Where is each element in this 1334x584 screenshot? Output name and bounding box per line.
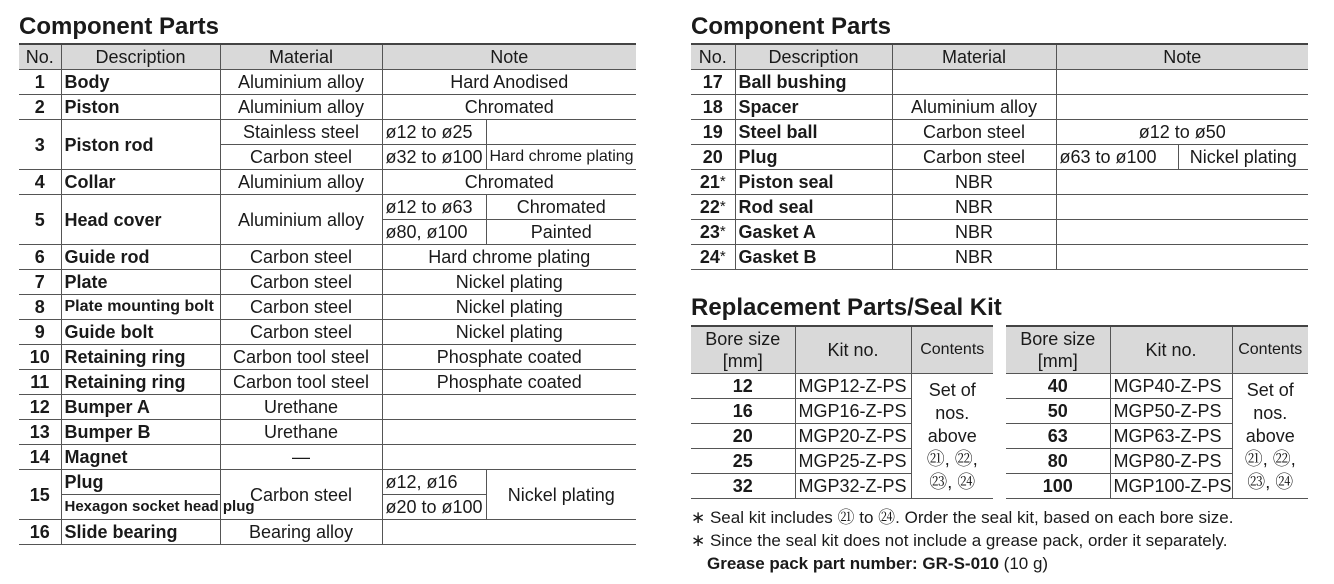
kit-no: MGP12-Z-PS [795,374,911,399]
kit-no: MGP16-Z-PS [795,399,911,424]
part-no: 22* [691,195,735,220]
table-row [691,120,1308,145]
bore-size: 100 [1006,474,1110,499]
part-material: Carbon steel [220,320,382,345]
grease-pack-part-number: Grease pack part number: GR-S-010 [707,554,999,573]
part-size-range: ø80, ø100 [382,220,486,245]
part-note: Nickel plating [382,295,636,320]
part-note [1056,245,1308,270]
part-material: Bearing alloy [220,520,382,545]
right-section-title: Component Parts [691,13,892,40]
part-material: Stainless steel [220,120,382,145]
part-description: Piston [61,95,220,120]
part-material: Aluminium alloy [220,95,382,120]
header-kit-no: Kit no. [795,326,911,374]
bore-size: 32 [691,474,795,499]
header-note: Note [382,44,636,70]
part-no: 19 [691,120,735,145]
part-note [382,445,636,470]
table-row [19,95,636,120]
part-no: 2 [19,95,61,120]
seal-kit-table-left [691,325,993,499]
part-size-range: ø32 to ø100 [382,145,486,170]
table-row [19,370,636,395]
header-bore-size: Bore size [mm] [691,326,795,374]
part-note [1056,95,1308,120]
part-material: NBR [892,170,1056,195]
part-description: Gasket B [735,245,892,270]
part-note [486,120,636,145]
seal-kit-title: Replacement Parts/Seal Kit [691,294,1002,321]
part-note [382,395,636,420]
part-note: Hard chrome plating [486,145,636,170]
table-row [691,145,1308,170]
part-material: Carbon steel [220,295,382,320]
kit-no: MGP20-Z-PS [795,424,911,449]
part-note: Hard Anodised [382,70,636,95]
part-description: Rod seal [735,195,892,220]
part-description: Body [61,70,220,95]
part-description: Plug [61,470,220,495]
part-description: Bumper B [61,420,220,445]
note-seal-kit-includes: ∗ Seal kit includes ㉑ to ㉔. Order the seal kit, based on each bore size. [691,508,1234,527]
table-row [19,395,636,420]
table-row [19,245,636,270]
part-no: 10 [19,345,61,370]
header-description: Description [735,44,892,70]
part-no: 8 [19,295,61,320]
table-row [19,195,636,220]
part-size-range: ø12, ø16 [382,470,486,495]
kit-no: MGP100-Z-PS [1110,474,1232,499]
part-description: Spacer [735,95,892,120]
bore-size: 12 [691,374,795,399]
seal-kit-asterisk: * [719,248,726,265]
part-material: Carbon tool steel [220,345,382,370]
kit-no: MGP25-Z-PS [795,449,911,474]
part-material: Carbon steel [220,470,382,520]
table-row [19,345,636,370]
part-material: Carbon steel [892,145,1056,170]
header-description: Description [61,44,220,70]
part-note: Chromated [382,95,636,120]
header-kit-no: Kit no. [1110,326,1232,374]
table-row [19,170,636,195]
part-note [382,520,636,545]
part-no: 11 [19,370,61,395]
part-material: Carbon steel [892,120,1056,145]
part-no: 1 [19,70,61,95]
part-material: Urethane [220,395,382,420]
part-description: Piston rod [61,120,220,170]
part-material: Carbon tool steel [220,370,382,395]
header-no: No. [19,44,61,70]
table-row [691,220,1308,245]
table-row [691,245,1308,270]
seal-kit-table-right [1006,325,1308,499]
part-note [1056,195,1308,220]
part-material: NBR [892,220,1056,245]
part-note: Phosphate coated [382,370,636,395]
part-note: Hard chrome plating [382,245,636,270]
part-note [1056,70,1308,95]
part-description: Plate [61,270,220,295]
right-component-table [691,43,1308,270]
kit-contents: Set of nos. above ㉑, ㉒, ㉓, ㉔ [1232,374,1308,499]
table-row [19,520,636,545]
seal-kit-asterisk: * [719,198,726,215]
part-no: 6 [19,245,61,270]
part-description: Retaining ring [61,345,220,370]
part-description: Steel ball [735,120,892,145]
part-size-range: ø20 to ø100 [382,495,486,520]
part-no: 14 [19,445,61,470]
part-no: 23* [691,220,735,245]
part-description: Guide bolt [61,320,220,345]
table-row [19,70,636,95]
bore-size: 50 [1006,399,1110,424]
header-material: Material [220,44,382,70]
part-no: 7 [19,270,61,295]
part-material: Carbon steel [220,145,382,170]
part-description: Piston seal [735,170,892,195]
kit-no: MGP63-Z-PS [1110,424,1232,449]
kit-no: MGP50-Z-PS [1110,399,1232,424]
part-no: 24* [691,245,735,270]
bore-size: 16 [691,399,795,424]
table-row [19,295,636,320]
header-contents: Contents [911,326,993,374]
grease-pack-quantity: (10 g) [998,554,1049,573]
grease-pack-line [691,553,1233,575]
table-row [691,95,1308,120]
header-no: No. [691,44,735,70]
part-description: Ball bushing [735,70,892,95]
part-note: Chromated [382,170,636,195]
table-row [19,270,636,295]
kit-contents: Set of nos. above ㉑, ㉒, ㉓, ㉔ [911,374,993,499]
part-material: Carbon steel [220,245,382,270]
part-no: 4 [19,170,61,195]
bore-size: 63 [1006,424,1110,449]
part-material: Aluminium alloy [892,95,1056,120]
part-description: Head cover [61,195,220,245]
bore-size: 25 [691,449,795,474]
part-note [1056,220,1308,245]
part-no: 20 [691,145,735,170]
part-no: 5 [19,195,61,245]
part-description: Slide bearing [61,520,220,545]
table-row [691,70,1308,95]
part-note: Nickel plating [486,470,636,520]
part-no: 12 [19,395,61,420]
part-description: Collar [61,170,220,195]
part-note: Phosphate coated [382,345,636,370]
part-size-range: ø12 to ø25 [382,120,486,145]
bore-size: 20 [691,424,795,449]
table-row [691,374,993,399]
part-material [892,70,1056,95]
kit-no: MGP80-Z-PS [1110,449,1232,474]
part-size-range: ø63 to ø100 [1056,145,1178,170]
part-note: Chromated [486,195,636,220]
part-no: 17 [691,70,735,95]
part-description: Retaining ring [61,370,220,395]
left-component-table [19,43,636,545]
part-note: Nickel plating [382,320,636,345]
seal-kit-asterisk: * [719,223,726,240]
part-no: 18 [691,95,735,120]
part-description: Bumper A [61,395,220,420]
table-row [1006,374,1308,399]
part-material: NBR [892,195,1056,220]
bore-size: 40 [1006,374,1110,399]
table-row [691,170,1308,195]
part-material: Urethane [220,420,382,445]
table-row [19,420,636,445]
part-note [1056,170,1308,195]
part-material: NBR [892,245,1056,270]
part-description: Hexagon socket head plug [61,495,220,520]
left-section-title: Component Parts [19,13,220,40]
note-grease-pack: ∗ Since the seal kit does not include a grease pack, order it separately. [691,531,1228,550]
header-note: Note [1056,44,1308,70]
table-row [19,120,636,145]
kit-no: MGP32-Z-PS [795,474,911,499]
table-row [19,445,636,470]
part-material: — [220,445,382,470]
table-row [691,195,1308,220]
part-material: Carbon steel [220,270,382,295]
part-note: Nickel plating [382,270,636,295]
table-row [19,320,636,345]
part-description: Plug [735,145,892,170]
part-no: 3 [19,120,61,170]
part-description: Gasket A [735,220,892,245]
part-no: 15 [19,470,61,520]
bore-size: 80 [1006,449,1110,474]
part-note: Nickel plating [1178,145,1308,170]
part-material: Aluminium alloy [220,195,382,245]
part-description: Plate mounting bolt [61,295,220,320]
part-material: Aluminium alloy [220,170,382,195]
part-no: 21* [691,170,735,195]
seal-kit-asterisk: * [719,173,726,190]
part-material: Aluminium alloy [220,70,382,95]
part-note: Painted [486,220,636,245]
part-size-range: ø12 to ø63 [382,195,486,220]
part-description: Guide rod [61,245,220,270]
header-contents: Contents [1232,326,1308,374]
kit-no: MGP40-Z-PS [1110,374,1232,399]
part-no: 13 [19,420,61,445]
part-no: 16 [19,520,61,545]
header-material: Material [892,44,1056,70]
header-bore-size: Bore size [mm] [1006,326,1110,374]
part-description: Magnet [61,445,220,470]
table-row [19,470,636,495]
seal-kit-notes [691,507,1233,576]
part-note: ø12 to ø50 [1056,120,1308,145]
part-no: 9 [19,320,61,345]
part-note [382,420,636,445]
